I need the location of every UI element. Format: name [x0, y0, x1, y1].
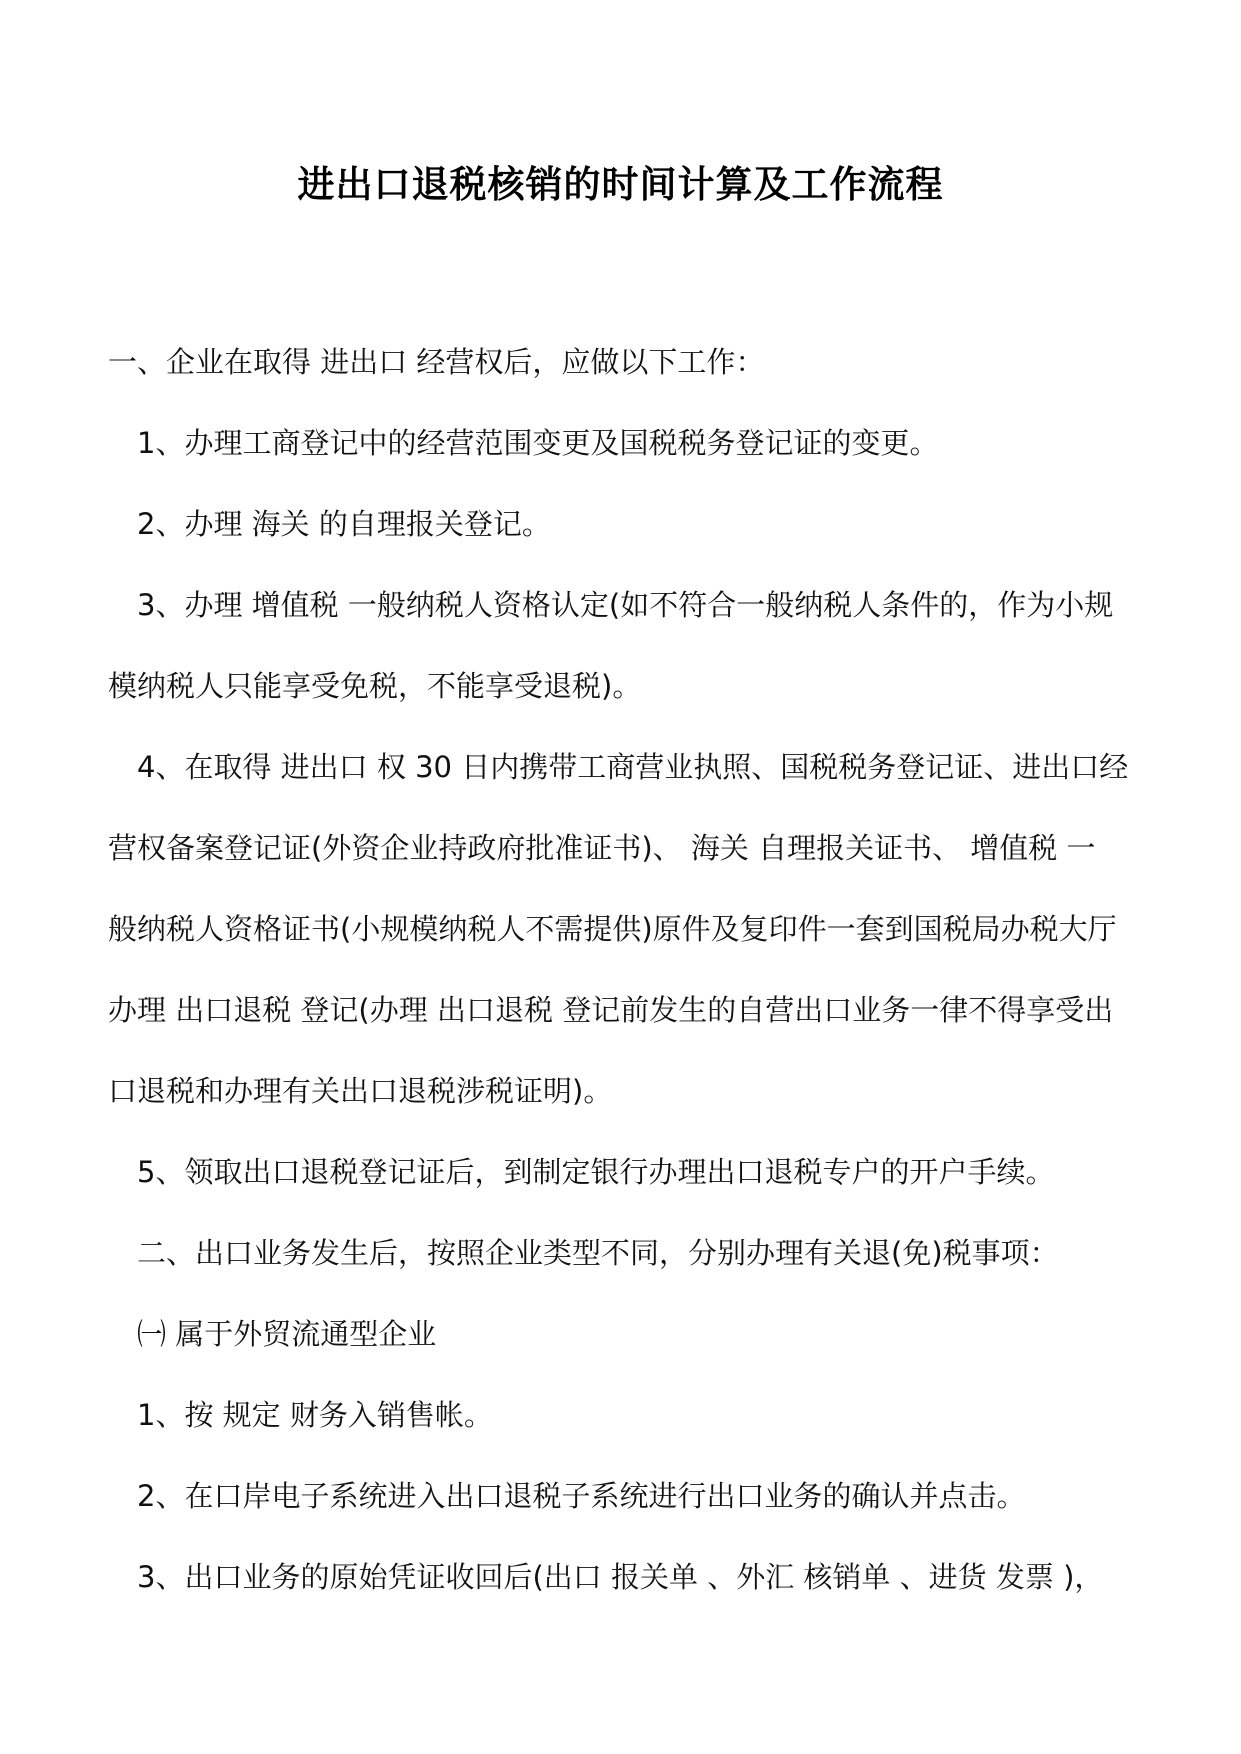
subsection-heading: ㈠ 属于外贸流通型企业 — [137, 1317, 437, 1351]
paragraph-line: 模纳税人只能享受免税，不能享受退税)。 — [108, 669, 642, 703]
paragraph-line: 办理 出口退税 登记(办理 出口退税 登记前发生的自营出口业务一律不得享受出 — [108, 993, 1114, 1027]
paragraph-line: 2、办理 海关 的自理报关登记。 — [137, 507, 551, 541]
section-heading-1: 一、企业在取得 进出口 经营权后，应做以下工作： — [108, 345, 765, 379]
paragraph-line: 3、出口业务的原始凭证收回后(出口 报关单 、外汇 核销单 、进货 发票 )， — [137, 1560, 1104, 1594]
paragraph-line: 3、办理 增值税 一般纳税人资格认定(如不符合一般纳税人条件的，作为小规 — [137, 588, 1114, 622]
paragraph-line: 5、领取出口退税登记证后，到制定银行办理出口退税专户的开户手续。 — [137, 1155, 1055, 1189]
paragraph-line: 1、办理工商登记中的经营范围变更及国税税务登记证的变更。 — [137, 426, 939, 460]
paragraph-line: 口退税和办理有关出口退税涉税证明)。 — [108, 1074, 613, 1108]
document-title: 进出口退税核销的时间计算及工作流程 — [297, 162, 944, 206]
document-body — [108, 340, 1143, 1636]
paragraph-line: 营权备案登记证(外资企业持政府批准证书)、 海关 自理报关证书、 增值税 一 — [108, 831, 1096, 865]
paragraph-line: 1、按 规定 财务入销售帐。 — [137, 1398, 493, 1432]
paragraph-line: 2、在口岸电子系统进入出口退税子系统进行出口业务的确认并点击。 — [137, 1479, 1026, 1513]
section-heading-2: 二、出口业务发生后，按照企业类型不同，分别办理有关退(免)税事项： — [137, 1236, 1059, 1270]
paragraph-line: 4、在取得 进出口 权 30 日内携带工商营业执照、国税税务登记证、进出口经 — [137, 750, 1129, 784]
paragraph-line: 般纳税人资格证书(小规模纳税人不需提供)原件及复印件一套到国税局办税大厅 — [108, 912, 1117, 946]
